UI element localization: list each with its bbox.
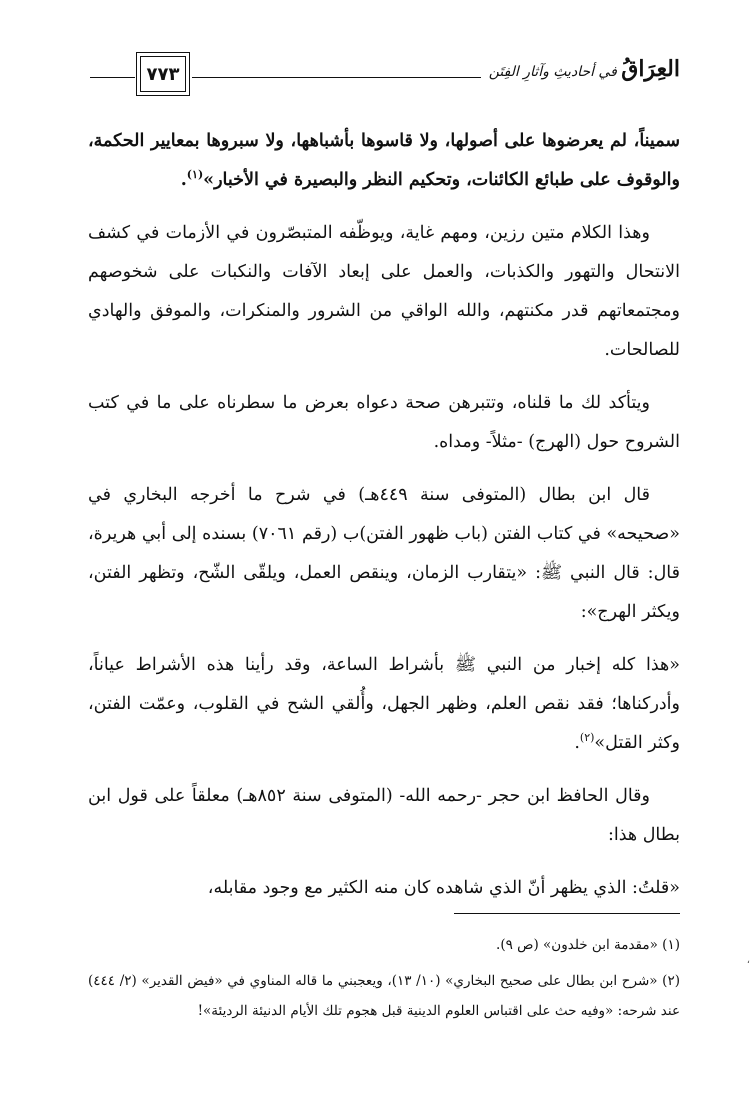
page-header	[90, 50, 680, 100]
footnote-ref-2[interactable]: (٢)	[579, 731, 595, 745]
paragraph-2-text: وهذا الكلام متين رزين، ومهم غاية، ويوظّفه المتبصّرون في الأزمات في كشف الانتحال والتهور والكذبات، والعمل على إبعاد الآفات والنكبات على شخوصهم ومجتمعاتهم قدر مكنتهم، والله الواقي من الشرور والمنكرات، والموفق والهادي للصالحات.	[88, 223, 680, 360]
footnote-ref-1[interactable]: (١)	[186, 168, 204, 182]
paragraph-1	[88, 122, 680, 200]
footnotes	[88, 930, 680, 1032]
body-text	[88, 122, 680, 922]
paragraph-6-text: وقال الحافظ ابن حجر -رحمه الله- (المتوفى سنة ٨٥٢هـ) معلقاً على قول ابن بطال هذا:	[88, 786, 680, 845]
header-rule-left	[90, 77, 135, 78]
paragraph-4-text: قال ابن بطال (المتوفى سنة ٤٤٩هـ) في شرح ما أخرجه البخاري في «صحيحه» في كتاب الفتن (باب ظهور الفتن)ب (رقم ٧٠٦١) بسنده إلى أبي هريرة، قال: قال النبي ﷺ: «يتقارب الزمان، وينقص العمل، ويلقّى الشّح، وتظهر الفتن، ويكثر الهرج»:	[88, 485, 680, 622]
paragraph-5	[88, 646, 680, 763]
running-title-main: العِرَاقُ	[621, 56, 680, 82]
running-title	[481, 56, 680, 82]
footnote-separator	[454, 913, 680, 914]
paragraph-3-text: ويتأكد لك ما قلناه، وتتبرهن صحة دعواه بعرض ما سطرناه على ما في كتب الشروح حول (الهرج) -مثلاً- ومداه.	[88, 393, 680, 452]
page-number-box	[136, 52, 190, 96]
paragraph-1-text: سميناً، لم يعرضوها على أصولها، ولا قاسوها بأشباهها، ولا سبروها بمعايير الحكمة، والوقوف على طبائع الكائنات، وتحكيم النظر والبصيرة في الأخبار»	[88, 131, 680, 190]
paragraph-1-tail: .	[180, 170, 187, 190]
paragraph-4	[88, 476, 680, 632]
paragraph-5-tail: .	[574, 733, 580, 753]
paragraph-5-text: «هذا كله إخبار من النبي ﷺ بأشراط الساعة، وقد رأينا هذه الأشراط عياناً، وأدركناها؛ فقد نقص العلم، وظهر الجهل، وأُلقي الشح في القلوب، وعمّت الفتن، وكثر القتل»	[88, 655, 680, 753]
footnote-2: (٢) «شرح ابن بطال على صحيح البخاري» (١٠/ ١٣)، ويعجبني ما قاله المناوي في «فيض القدير» (٢/ ٤٤٤) عند شرحه: «وفيه حث على اقتباس العلوم الدينية قبل هجوم تلك الأيام الدنيئة الرديئة»!	[88, 973, 680, 1019]
paragraph-7-text: «قلتُ: الذي يظهر أنّ الذي شاهده كان منه الكثير مع وجود مقابله،	[207, 878, 680, 898]
edge-mark: ،	[746, 955, 750, 966]
paragraph-7	[88, 869, 680, 908]
page-number: ٧٧٣	[146, 63, 180, 85]
paragraph-2	[88, 214, 680, 370]
footnote-1: (١) «مقدمة ابن خلدون» (ص ٩).	[496, 937, 680, 953]
running-title-rest: في أحاديثِ وآثارِ الفِتَن	[488, 64, 622, 80]
paragraph-6	[88, 777, 680, 855]
paragraph-3	[88, 384, 680, 462]
